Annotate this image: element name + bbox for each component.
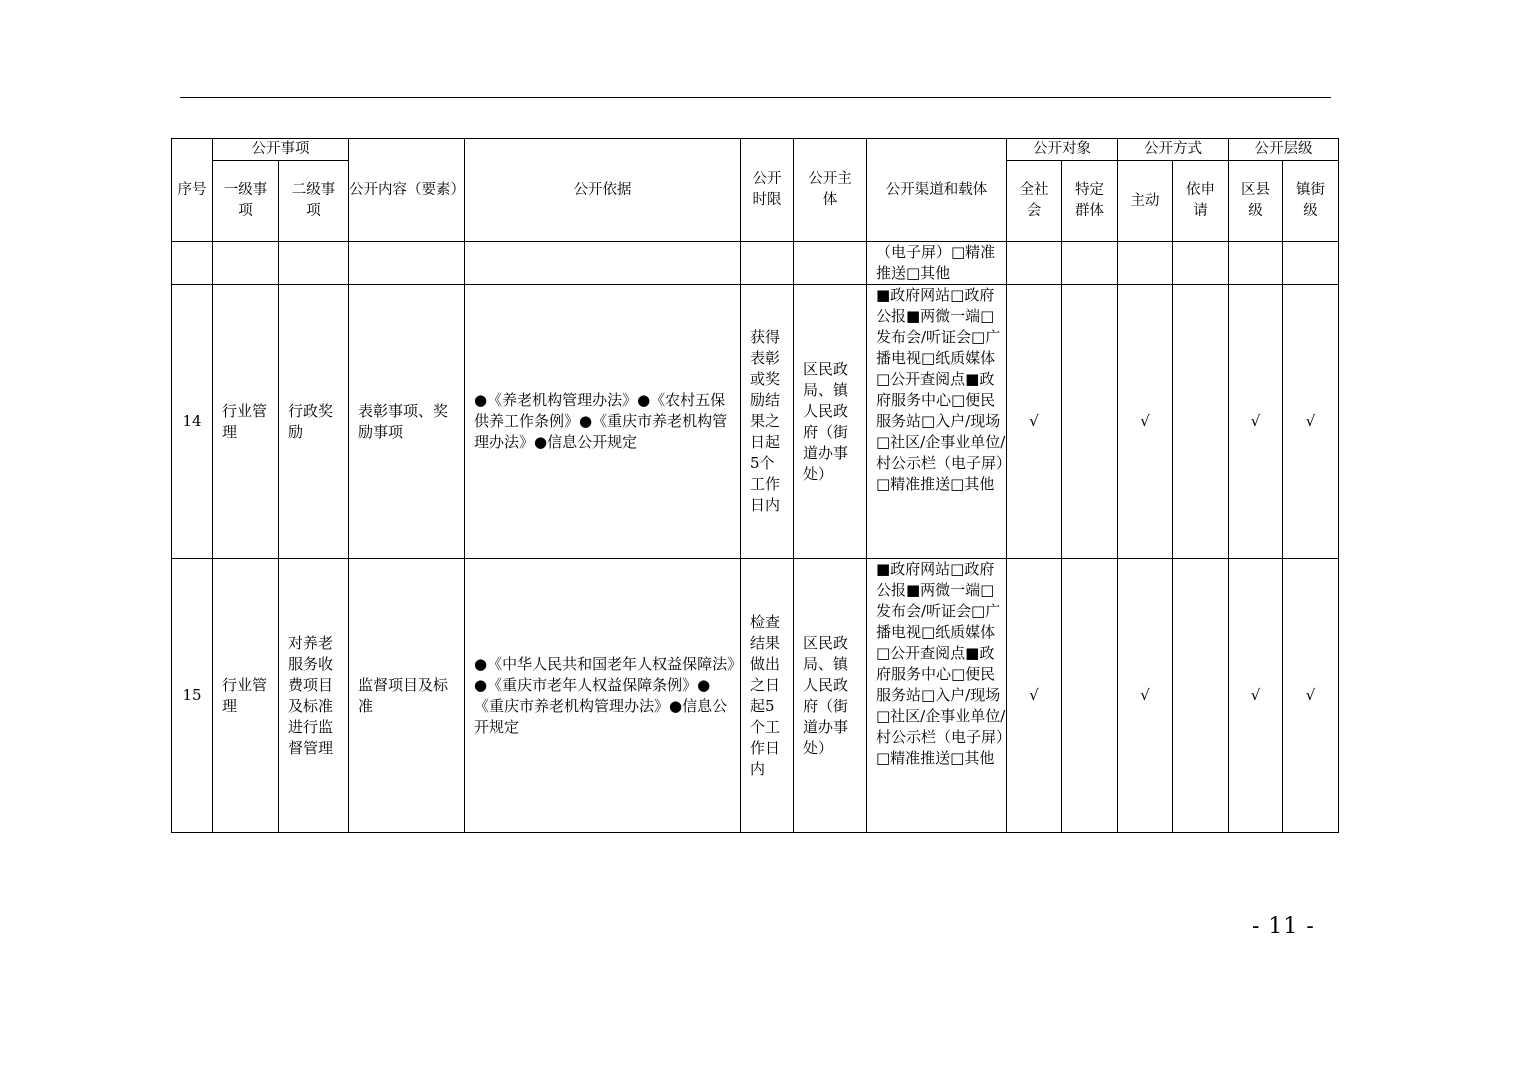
cell-basis — [465, 242, 741, 285]
cell-county: √ — [1229, 285, 1283, 559]
header-subject: 公开主体 — [794, 139, 867, 242]
header-items-group: 公开事项 — [213, 139, 349, 161]
page-number: - 11 - — [1252, 914, 1315, 939]
cell-whole-society: √ — [1007, 559, 1062, 833]
header-active: 主动 — [1118, 161, 1173, 242]
cell-town — [1283, 242, 1339, 285]
cell-time-limit: 检查结果做出之日起5个工作日内 — [741, 559, 794, 833]
cell-basis: ●《养老机构管理办法》●《农村五保供养工作条例》●《重庆市养老机构管理办法》●信息公开规定 — [465, 285, 741, 559]
cell-town: √ — [1283, 285, 1339, 559]
cell-level2: 对养老服务收费项目及标准进行监督管理 — [279, 559, 349, 833]
cell-time-limit: 获得表彰或奖励结果之日起5个工作日内 — [741, 285, 794, 559]
cell-channel: ■政府网站□政府公报■两微一端□发布会/听证会□广播电视□纸质媒体□公开查阅点■政府服务中心□便民服务站□入户/现场□社区/企事业单位/村公示栏（电子屏）□精准推送□其他 — [867, 559, 1007, 833]
header-method-group: 公开方式 — [1118, 139, 1229, 161]
header-whole-society: 全社会 — [1007, 161, 1062, 242]
cell-subject: 区民政局、镇人民政府（街道办事处） — [794, 559, 867, 833]
cell-channel: （电子屏）□精准推送□其他 — [867, 242, 1007, 285]
cell-active — [1118, 242, 1173, 285]
header-channel: 公开渠道和载体 — [867, 139, 1007, 242]
cell-specific-group — [1062, 559, 1118, 833]
header-rule — [180, 97, 1331, 98]
cell-subject — [794, 242, 867, 285]
cell-whole-society: √ — [1007, 285, 1062, 559]
cell-whole-society — [1007, 242, 1062, 285]
cell-on-request — [1173, 242, 1229, 285]
header-level2: 二级事项 — [279, 161, 349, 242]
header-level1: 一级事项 — [213, 161, 279, 242]
cell-level1: 行业管理 — [213, 285, 279, 559]
cell-specific-group — [1062, 242, 1118, 285]
header-on-request: 依申请 — [1173, 161, 1229, 242]
cell-town: √ — [1283, 559, 1339, 833]
cell-level1: 行业管理 — [213, 559, 279, 833]
cell-seq: 15 — [172, 559, 213, 833]
header-county: 区县级 — [1229, 161, 1283, 242]
header-town: 镇街级 — [1283, 161, 1339, 242]
table-row — [172, 559, 1339, 833]
cell-county: √ — [1229, 559, 1283, 833]
table-row — [172, 285, 1339, 559]
cell-time-limit — [741, 242, 794, 285]
table-row — [172, 242, 1339, 285]
cell-channel: ■政府网站□政府公报■两微一端□发布会/听证会□广播电视□纸质媒体□公开查阅点■政府服务中心□便民服务站□入户/现场□社区/企事业单位/村公示栏（电子屏）□精准推送□其他 — [867, 285, 1007, 559]
cell-content: 监督项目及标准 — [349, 559, 465, 833]
cell-level1 — [213, 242, 279, 285]
cell-level2 — [279, 242, 349, 285]
header-seq: 序号 — [172, 139, 213, 242]
header-row-group — [172, 139, 1339, 161]
cell-active: √ — [1118, 285, 1173, 559]
header-time-limit: 公开时限 — [741, 139, 794, 242]
cell-on-request — [1173, 285, 1229, 559]
header-level-group: 公开层级 — [1229, 139, 1339, 161]
disclosure-table — [171, 138, 1339, 833]
cell-basis: ●《中华人民共和国老年人权益保障法》●《重庆市老年人权益保障条例》●《重庆市养老机构管理办法》●信息公开规定 — [465, 559, 741, 833]
header-content: 公开内容（要素） — [349, 139, 465, 242]
cell-on-request — [1173, 559, 1229, 833]
header-basis: 公开依据 — [465, 139, 741, 242]
cell-county — [1229, 242, 1283, 285]
cell-content — [349, 242, 465, 285]
cell-specific-group — [1062, 285, 1118, 559]
header-specific-group: 特定群体 — [1062, 161, 1118, 242]
cell-seq — [172, 242, 213, 285]
cell-level2: 行政奖励 — [279, 285, 349, 559]
cell-content: 表彰事项、奖励事项 — [349, 285, 465, 559]
cell-subject: 区民政局、镇人民政府（街道办事处） — [794, 285, 867, 559]
cell-active: √ — [1118, 559, 1173, 833]
cell-seq: 14 — [172, 285, 213, 559]
header-object-group: 公开对象 — [1007, 139, 1118, 161]
